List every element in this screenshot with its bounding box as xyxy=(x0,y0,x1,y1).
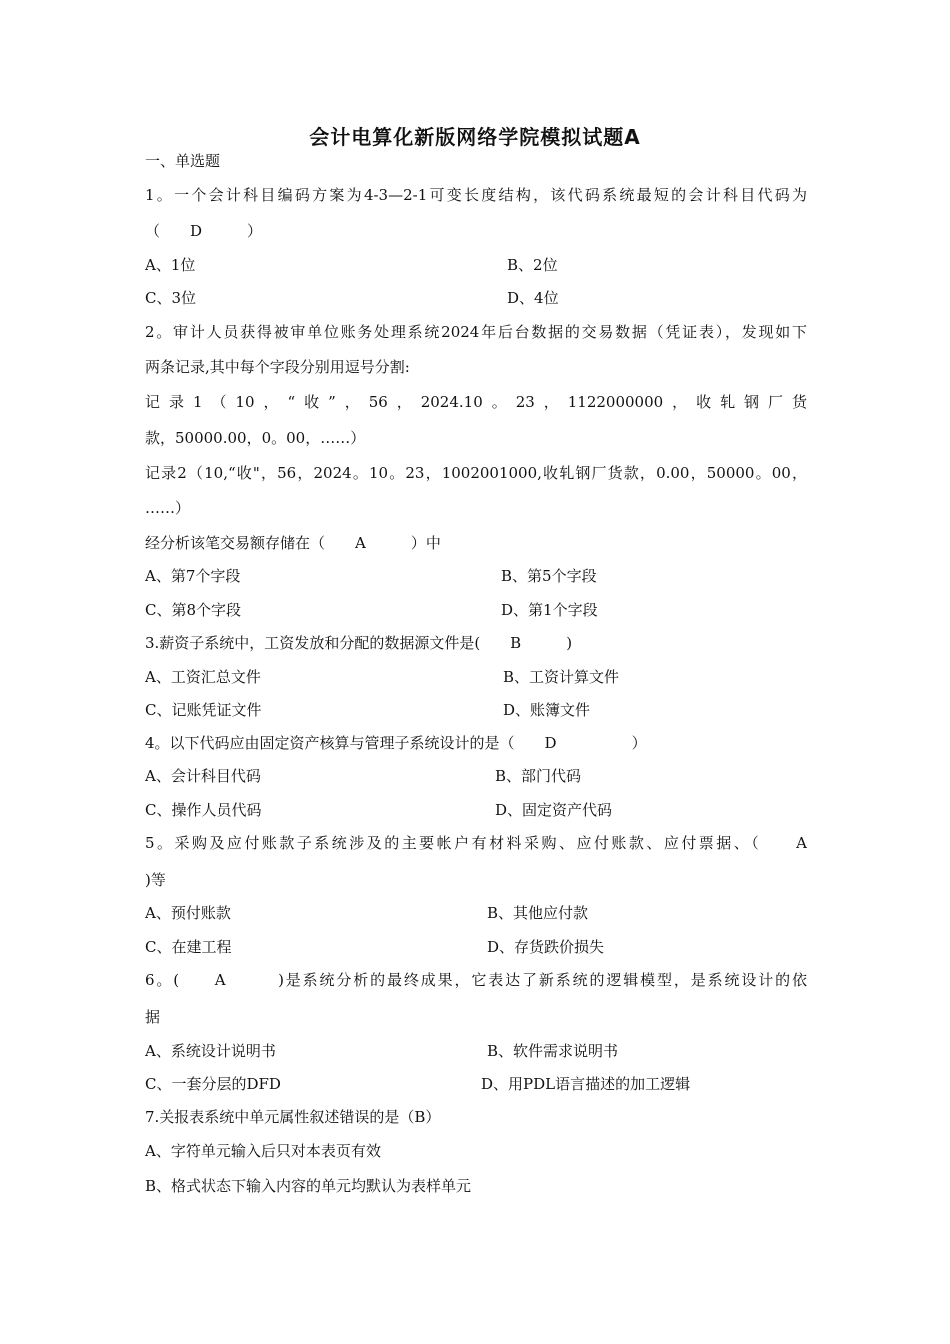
q5-option-c: C、在建工程 xyxy=(145,938,232,956)
q1-option-a: A、1位 xyxy=(145,256,196,274)
q2-option-a: A、第7个字段 xyxy=(145,567,241,585)
q7-option-a: A、字符单元输入后只对本表页有效 xyxy=(145,1142,381,1160)
record-1-line-2: 款，50000.00，0。00，……） xyxy=(145,429,366,447)
question-6-text-cont: 据 xyxy=(145,1008,161,1026)
q6-option-b: B、软件需求说明书 xyxy=(487,1042,619,1060)
question-2-prompt: 经分析该笔交易额存储在（ A ）中 xyxy=(145,534,441,552)
record-2-line-1: 记录2（10,“收"，56，2024。10。23，1002001000,收轧钢厂货款，0.00，50000。00， xyxy=(145,464,807,482)
question-2-text-cont: 两条记录,其中每个字段分别用逗号分割: xyxy=(145,358,410,376)
question-7-text: 7.关报表系统中单元属性叙述错误的是（B） xyxy=(145,1108,441,1126)
question-1-answer: （ D ） xyxy=(145,222,263,240)
question-6-text: 6。( A )是系统分析的最终成果，它表达了新系统的逻辑模型，是系统设计的依 xyxy=(145,971,807,989)
q6-option-c: C、一套分层的DFD xyxy=(145,1075,281,1093)
q4-option-a: A、会计科目代码 xyxy=(145,767,261,785)
q3-option-a: A、工资汇总文件 xyxy=(145,668,261,686)
section-heading: 一、单选题 xyxy=(145,152,221,170)
q2-option-d: D、第1个字段 xyxy=(501,601,598,619)
q4-option-c: C、操作人员代码 xyxy=(145,801,262,819)
q5-option-d: D、存货跌价损失 xyxy=(487,938,605,956)
q1-option-b: B、2位 xyxy=(507,256,558,274)
question-4-text: 4。以下代码应由固定资产核算与管理子系统设计的是（ D ） xyxy=(145,734,647,752)
q4-option-d: D、固定资产代码 xyxy=(495,801,613,819)
document-title: 会计电算化新版网络学院模拟试题A xyxy=(309,125,641,149)
question-1-text: 1。一个会计科目编码方案为4-3—2-1可变长度结构，该代码系统最短的会计科目代码为 xyxy=(145,186,807,204)
question-5-text: 5。采购及应付账款子系统涉及的主要帐户有材料采购、应付账款、应付票据、（ A xyxy=(145,834,807,852)
record-1-line-1: 记录1（10，“收”，56，2024.10。23，1122000000，收轧钢厂货 xyxy=(145,393,807,411)
q5-option-a: A、预付账款 xyxy=(145,904,231,922)
q6-option-a: A、系统设计说明书 xyxy=(145,1042,276,1060)
question-5-text-cont: )等 xyxy=(145,871,166,889)
q7-option-b: B、格式状态下输入内容的单元均默认为表样单元 xyxy=(145,1177,472,1195)
q1-option-d: D、4位 xyxy=(507,289,559,307)
q3-option-c: C、记账凭证文件 xyxy=(145,701,262,719)
record-2-line-2: ……） xyxy=(145,499,191,517)
q3-option-b: B、工资计算文件 xyxy=(503,668,620,686)
q5-option-b: B、其他应付款 xyxy=(487,904,589,922)
q3-option-d: D、账簿文件 xyxy=(503,701,591,719)
q4-option-b: B、部门代码 xyxy=(495,767,582,785)
q1-option-c: C、3位 xyxy=(145,289,197,307)
question-2-text: 2。审计人员获得被审单位账务处理系统2024年后台数据的交易数据（凭证表），发现如下 xyxy=(145,323,807,341)
q6-option-d: D、用PDL语言描述的加工逻辑 xyxy=(481,1075,691,1093)
question-3-text: 3.薪资子系统中，工资发放和分配的数据源文件是( B ) xyxy=(145,634,573,652)
q2-option-c: C、第8个字段 xyxy=(145,601,242,619)
q2-option-b: B、第5个字段 xyxy=(501,567,597,585)
